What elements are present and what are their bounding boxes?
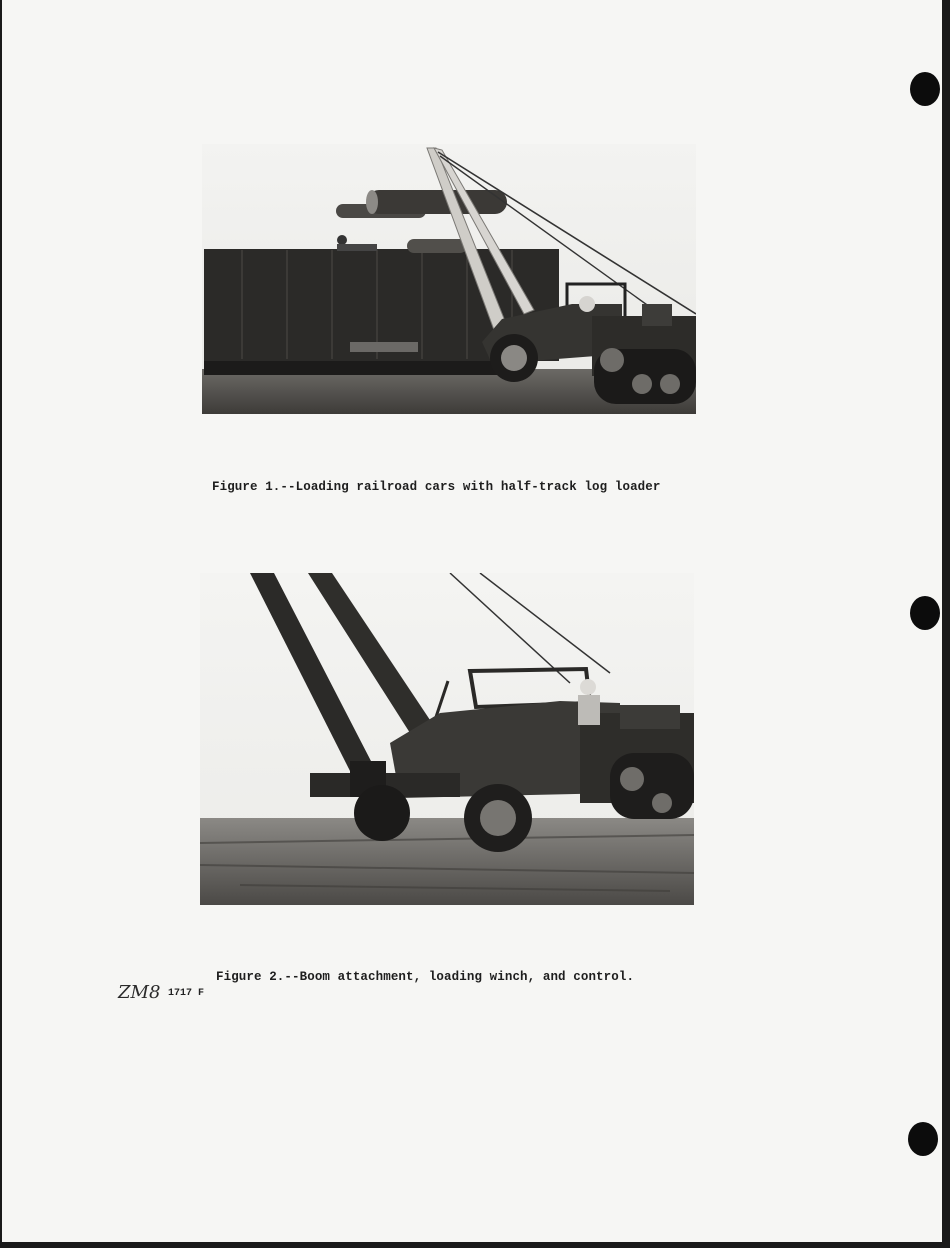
scan-border-right	[942, 0, 950, 1248]
scan-border-bottom	[0, 1242, 950, 1248]
punch-hole-icon	[910, 596, 940, 630]
punch-hole-icon	[910, 72, 940, 106]
punch-hole-icon	[908, 1122, 938, 1156]
document-number: 1717 F	[168, 988, 205, 999]
figure-1-caption: Figure 1.--Loading railroad cars with half-track log loader	[212, 480, 661, 494]
document-page	[2, 0, 942, 1244]
figure-2-photo	[200, 573, 694, 905]
figure-1-photo	[202, 144, 696, 414]
handwritten-note: ZM8	[118, 982, 161, 1003]
figure-2-caption: Figure 2.--Boom attachment, loading winch, and control.	[216, 970, 635, 984]
